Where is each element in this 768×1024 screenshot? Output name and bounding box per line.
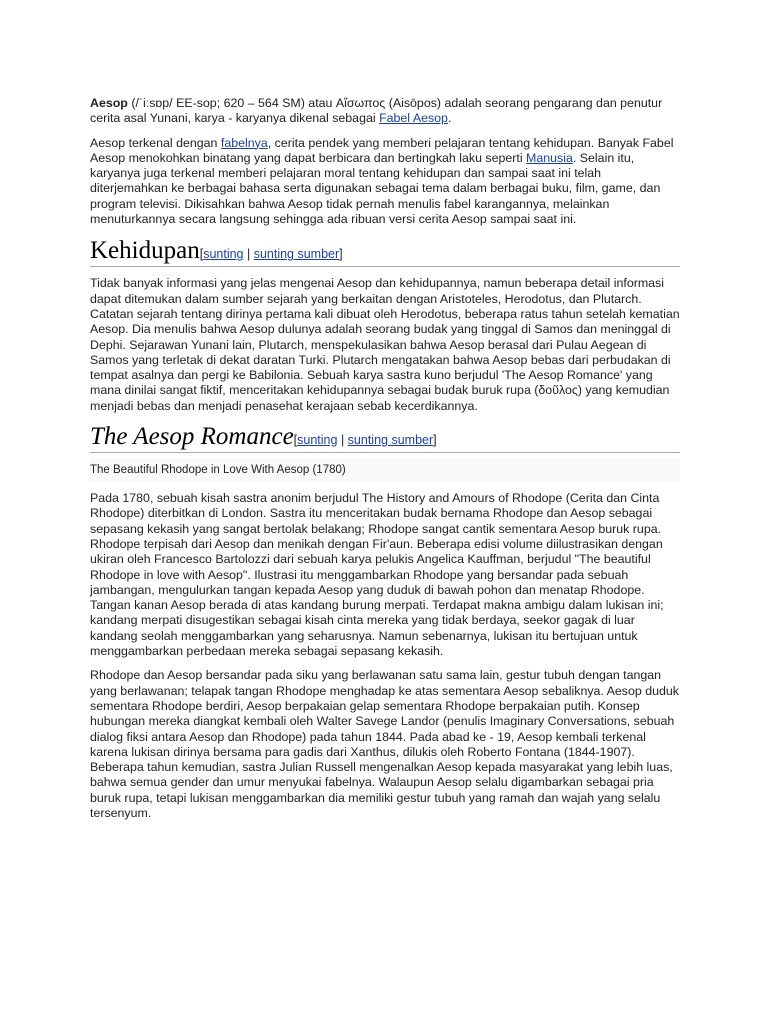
intro-paragraph-1: Aesop (/ˈiːsɒp/ EE-sop; 620 – 564 SM) atau Αἴσωπος (Aisōpos) adalah seorang pengarang dan penutur cerita asal Yunani, karya - karyanya dikenal sebagai Fabel Aesop. [90, 96, 663, 126]
section-title: Kehidupan [90, 237, 200, 265]
edit-link[interactable]: sunting [297, 433, 338, 448]
link-fabel-aesop[interactable]: Fabel Aesop [379, 111, 448, 126]
edit-section-links: [sunting | sunting sumber] [293, 433, 437, 448]
section-heading-kehidupan [90, 237, 680, 267]
edit-source-link[interactable]: sunting sumber [347, 433, 434, 448]
edit-section-links: [sunting | sunting sumber] [199, 247, 343, 262]
edit-link[interactable]: sunting [203, 247, 244, 262]
intro-paragraph-2: Aesop terkenal dengan fabelnya, cerita pendek yang memberi pelajaran tentang kehidupan. Banyak Fabel Aesop menokohkan binatang yang dapat berbicara dan bertingkah laku seperti Manusia. Selain itu, karyanya juga terkenal memberi pelajaran moral tentang kehidupan dan sampai saat ini telah diterjemahkan ke berbagai bahasa serta digunakan sebagai tema dalam berbagai buku, film, game, dan program televisi. Dikisahkan bahwa Aesop tidak pernah menulis fabel karangannya, melainkan menuturkannya secara langsung sehingga ada ribuan versi cerita Aesop sampai saat ini. [90, 135, 674, 227]
edit-source-link[interactable]: sunting sumber [253, 247, 340, 262]
section-heading-aesop-romance [90, 423, 680, 453]
aesop-romance-paragraph-2: Rhodope dan Aesop bersandar pada siku yang berlawanan satu sama lain, gestur tubuh dengan tangan yang berlawanan; telapak tangan Rhodope menghadap ke atas sementara Aesop sebaliknya. Aesop duduk sementara Rhodope berdiri, Aesop berpakaian gelap sementara Rhodope berpakaian putih. Konsep hubungan mereka diangkat kembali oleh Walter Savege Landor (penulis Imaginary Conversations, sebuah dialog fiksi antara Aesop dan Rhodope) pada tahun 1844. Pada abad ke - 19, Aesop kembali terkenal karena lukisan dirinya bersama para gadis dari Xanthus, dilukis oleh Roberto Fontana (1844-1907). Beberapa tahun kemudian, sastra Julian Russell mengenalkan Aesop kepada masyarakat yang lebih luas, bahwa semua gender dan umur menyukai fabelnya. Walaupun Aesop selalu digambarkan sebagai pria buruk rupa, tetapi lukisan menggambarkan dia memiliki gestur tubuh yang ramah dan wajah yang selalu tersenyum. [90, 668, 679, 820]
article-body [90, 96, 680, 830]
link-fabelnya[interactable]: fabelnya [220, 135, 268, 150]
article-subject-name: Aesop [90, 96, 128, 110]
aesop-romance-paragraph-1: Pada 1780, sebuah kisah sastra anonim berjudul The History and Amours of Rhodope (Cerita dan Cinta Rhodope) diterbitkan di London. Sastra itu menceritakan budak bernama Rhodope dan Aesop sebagai sepasang kekasih yang sangat bertolak belakang; Rhodope sangat cantik sementara Aesop buruk rupa. Rhodope terpisah dari Aesop dan menikah dengan Fir'aun. Beberapa edisi volume diilustrasikan dengan ukiran oleh Francesco Bartolozzi dari sebuah karya pelukis Angelica Kauffman, berjudul "The beautiful Rhodope in love with Aesop". Ilustrasi itu menggambarkan Rhodope yang bersandar pada sebuah jambangan, mengulurkan tangan kepada Aesop yang duduk di bawah pohon dan menatap Rhodope. Tangan kanan Aesop berada di atas kandang burung merpati. Terdapat makna ambigu dalam lukisan ini; kandang merpati disugestikan sebagai kisah cinta mereka yang tidak berdaya, seekor gagak di luar kandang seolah menggambarkan yang seharusnya. Namun sebenarnya, lukisan itu bertujuan untuk menggambarkan perbedaan mereka sebagai sepasang kekasih. [90, 491, 664, 659]
section-title: The Aesop Romance [90, 423, 294, 451]
kehidupan-paragraph: Tidak banyak informasi yang jelas mengenai Aesop dan kehidupannya, namun beberapa detail informasi dapat ditemukan dalam sumber sejarah yang berkaitan dengan Aristoteles, Herodotus, dan Plutarch. Catatan sejarah tentang dirinya pertama kali dibuat oleh Herodotus, beberapa ratus tahun setelah kematian Aesop. Dia menulis bahwa Aesop dulunya adalah seorang budak yang tinggal di Samos dan meninggal di Dephi. Sejarawan Yunani lain, Plutarch, menspekulasikan bahwa Aesop berasal dari Pulau Aegean di Samos yang terletak di dekat daratan Turki. Plutarch mengatakan bahwa Aesop bebas dari perbudakan di tempat asalnya dan pergi ke Babilonia. Sebuah karya sastra kuno berjudul 'The Aesop Romance' yang mana dinilai sangat fiktif, menceritakan kehidupannya sebagai budak buruk rupa (δοῦλος) yang kemudian menjadi bebas dan menjadi penasehat kerajaan sebab kecerdikannya. [90, 276, 680, 413]
image-caption: The Beautiful Rhodope in Love With Aesop (1780) [90, 459, 680, 482]
link-manusia[interactable]: Manusia [526, 150, 573, 165]
